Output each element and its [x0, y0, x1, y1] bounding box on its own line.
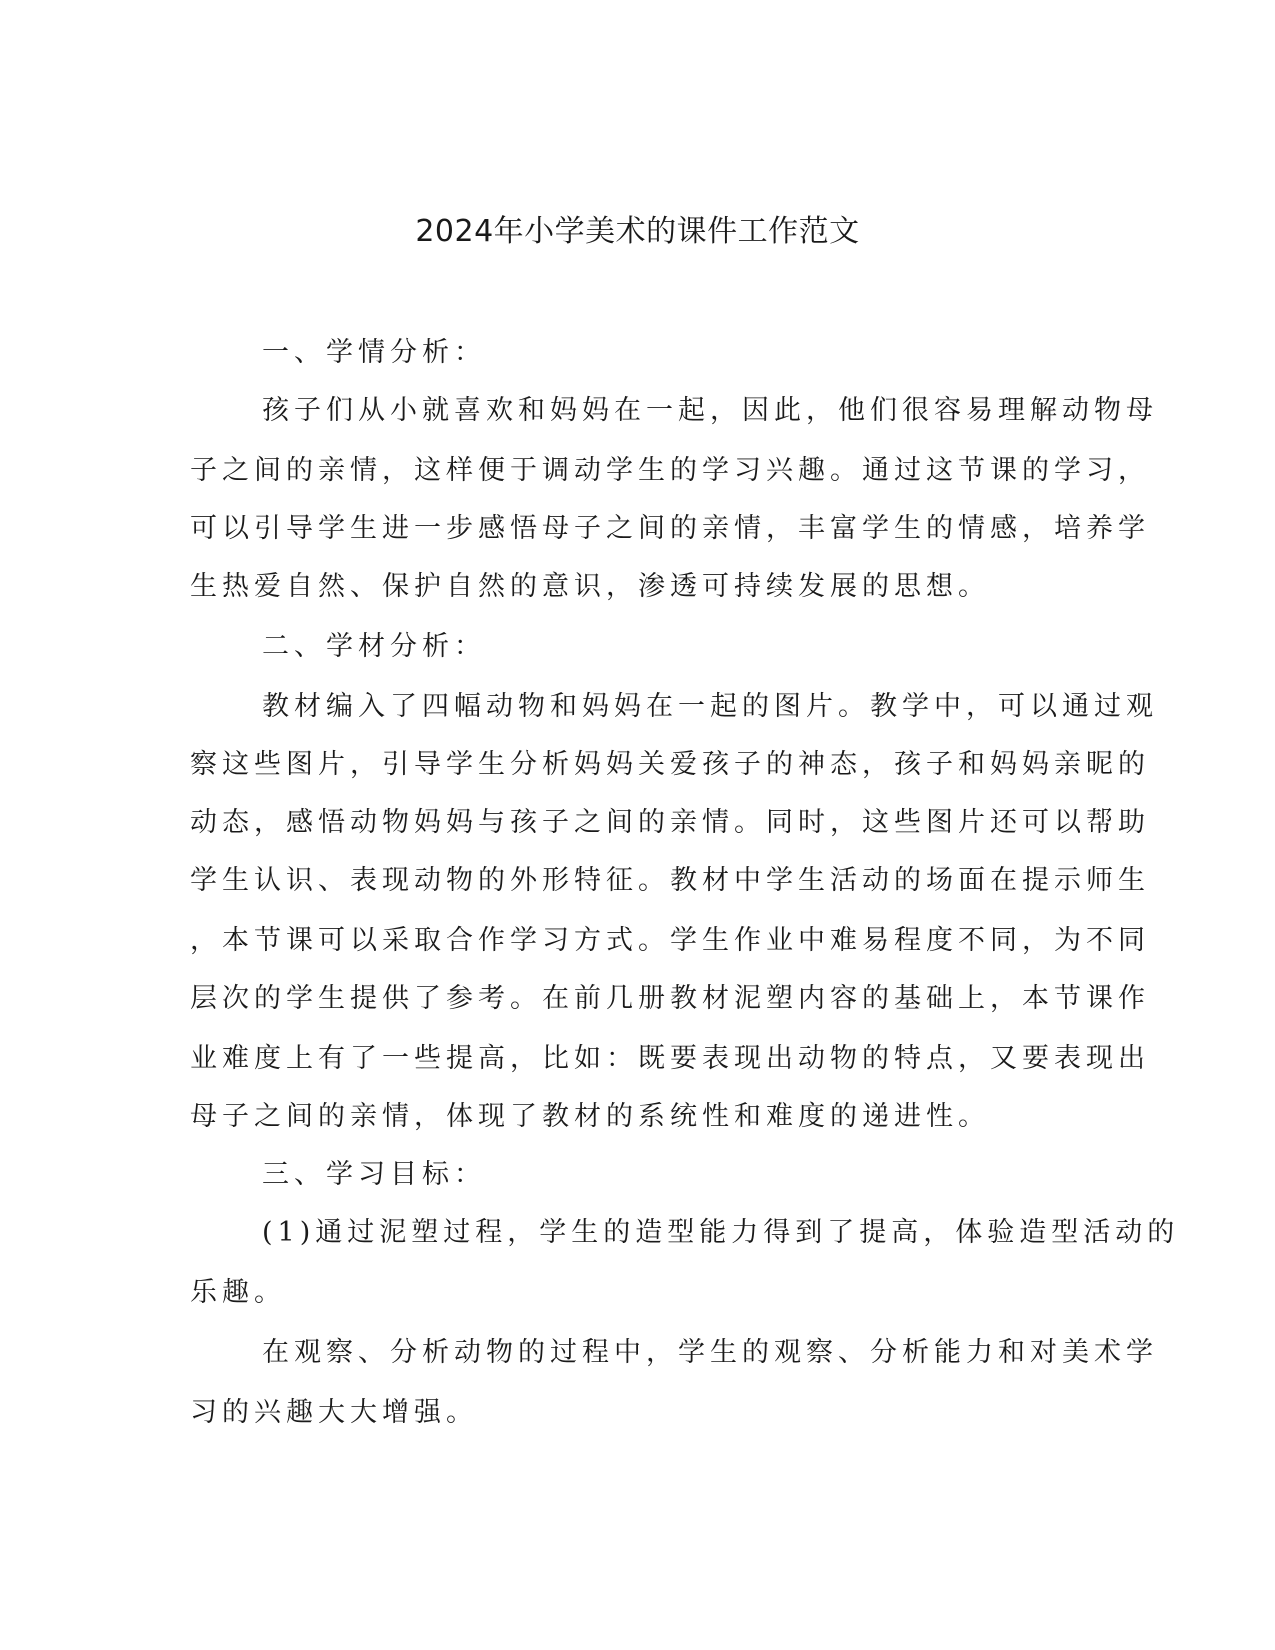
paragraph-line: 母子之间的亲情，体现了教材的系统性和难度的递进性。	[190, 1101, 990, 1132]
paragraph-line: 在观察、分析动物的过程中，学生的观察、分析能力和对美术学	[262, 1337, 1158, 1368]
paragraph-line: 察这些图片，引导学生分析妈妈关爱孩子的神态，孩子和妈妈亲昵的	[190, 749, 1150, 780]
paragraph-line: 习的兴趣大大增强。	[190, 1397, 478, 1428]
paragraph-line: 乐趣。	[190, 1277, 286, 1308]
heading-material-analysis: 二、学材分析：	[262, 631, 486, 662]
paragraph-line: 业难度上有了一些提高，比如：既要表现出动物的特点，又要表现出	[190, 1043, 1150, 1074]
paragraph-line: 可以引导学生进一步感悟母子之间的亲情，丰富学生的情感，培养学	[190, 513, 1150, 544]
paragraph-line: 学生认识、表现动物的外形特征。教材中学生活动的场面在提示师生	[190, 865, 1150, 896]
heading-learner-analysis: 一、学情分析：	[262, 337, 486, 368]
paragraph-line: 教材编入了四幅动物和妈妈在一起的图片。教学中，可以通过观	[262, 691, 1158, 722]
document-title: 2024年小学美术的课件工作范文	[415, 214, 860, 249]
paragraph-line: 层次的学生提供了参考。在前几册教材泥塑内容的基础上，本节课作	[190, 983, 1150, 1014]
heading-learning-goals: 三、学习目标：	[262, 1159, 486, 1190]
paragraph-line: (1)通过泥塑过程，学生的造型能力得到了提高，体验造型活动的	[262, 1217, 1180, 1248]
paragraph-line: 孩子们从小就喜欢和妈妈在一起，因此，他们很容易理解动物母	[262, 395, 1158, 426]
paragraph-line: 动态，感悟动物妈妈与孩子之间的亲情。同时，这些图片还可以帮助	[190, 807, 1150, 838]
paragraph-line: ，本节课可以采取合作学习方式。学生作业中难易程度不同，为不同	[190, 925, 1150, 956]
paragraph-line: 子之间的亲情，这样便于调动学生的学习兴趣。通过这节课的学习，	[190, 455, 1150, 486]
paragraph-line: 生热爱自然、保护自然的意识，渗透可持续发展的思想。	[190, 571, 990, 602]
